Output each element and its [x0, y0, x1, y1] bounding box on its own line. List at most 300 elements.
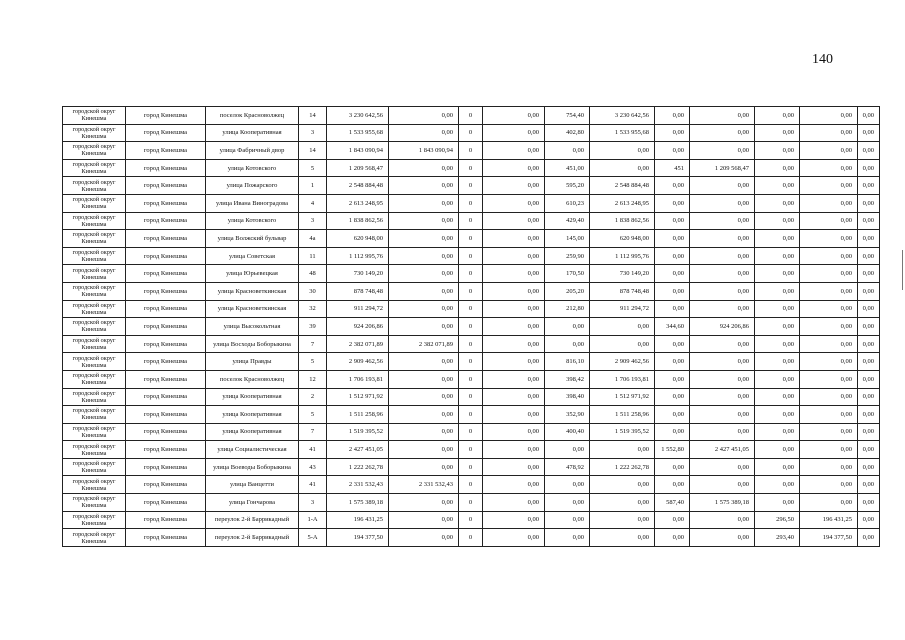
- cell-house-number: 41: [299, 441, 327, 459]
- cell-house-number: 1-А: [299, 511, 327, 529]
- cell-cost-col-11: 0,00: [858, 230, 880, 248]
- cell-area-col: 145,00: [545, 230, 590, 248]
- cell-cost-col-2: 0,00: [389, 124, 459, 142]
- cell-cost-col-8: 1 575 389,18: [690, 494, 755, 512]
- cell-area-col: 402,80: [545, 124, 590, 142]
- cell-total-cost: 620 948,00: [327, 230, 389, 248]
- cell-total-cost: 1 533 955,68: [327, 124, 389, 142]
- cell-total-cost: 1 222 262,78: [327, 458, 389, 476]
- cell-house-number: 4а: [299, 230, 327, 248]
- cell-cost-col-2: 0,00: [389, 230, 459, 248]
- cell-total-cost: 730 149,20: [327, 265, 389, 283]
- cell-cost-col-6: 3 230 642,56: [590, 107, 655, 125]
- cell-cost-col-6: 1 511 258,96: [590, 406, 655, 424]
- cell-count-col: 0: [459, 107, 483, 125]
- cell-total-cost: 1 512 971,92: [327, 388, 389, 406]
- cell-house-number: 32: [299, 300, 327, 318]
- cell-city: город Кинешма: [126, 107, 206, 125]
- cell-cost-col-8: 0,00: [690, 107, 755, 125]
- cell-area-col-3: 0,00: [755, 265, 800, 283]
- cell-count-col: 0: [459, 353, 483, 371]
- cell-cost-col-6: 730 149,20: [590, 265, 655, 283]
- table-row: [63, 529, 880, 547]
- cell-count-col: 0: [459, 142, 483, 160]
- cell-cost-col-6: 0,00: [590, 159, 655, 177]
- cell-count-col: 0: [459, 230, 483, 248]
- cell-area-col-3: 0,00: [755, 212, 800, 230]
- table-row: [63, 441, 880, 459]
- cell-area-col: 398,40: [545, 388, 590, 406]
- cell-city: город Кинешма: [126, 212, 206, 230]
- cell-cost-col-8: 924 206,86: [690, 318, 755, 336]
- cell-cost-col-8: 0,00: [690, 458, 755, 476]
- cell-cost-col-4: 0,00: [483, 107, 545, 125]
- cell-municipality: городской округ Кинешма: [63, 494, 126, 512]
- cell-cost-col-10: 0,00: [800, 142, 858, 160]
- page-number: 140: [812, 52, 833, 67]
- cell-area-col-3: 0,00: [755, 107, 800, 125]
- cell-area-col-3: 0,00: [755, 335, 800, 353]
- cell-city: город Кинешма: [126, 247, 206, 265]
- cell-city: город Кинешма: [126, 300, 206, 318]
- cell-area-col: 352,90: [545, 406, 590, 424]
- cell-cost-col-11: 0,00: [858, 370, 880, 388]
- cell-total-cost: 2 909 462,56: [327, 353, 389, 371]
- cell-street: поселок Красноволжец: [206, 107, 299, 125]
- margin-mark: [896, 250, 903, 290]
- cell-cost-col-4: 0,00: [483, 476, 545, 494]
- cell-area-col-2: 0,00: [655, 265, 690, 283]
- cell-city: город Кинешма: [126, 494, 206, 512]
- table-row: [63, 159, 880, 177]
- cell-cost-col-10: 0,00: [800, 282, 858, 300]
- cell-cost-col-11: 0,00: [858, 212, 880, 230]
- cell-area-col-3: 0,00: [755, 247, 800, 265]
- cell-cost-col-2: 0,00: [389, 353, 459, 371]
- cell-count-col: 0: [459, 212, 483, 230]
- cell-city: город Кинешма: [126, 441, 206, 459]
- cell-cost-col-2: 0,00: [389, 494, 459, 512]
- cell-cost-col-6: 1 519 395,52: [590, 423, 655, 441]
- cell-cost-col-6: 1 838 862,56: [590, 212, 655, 230]
- cell-total-cost: 1 209 568,47: [327, 159, 389, 177]
- table-row: [63, 318, 880, 336]
- cell-area-col-2: 0,00: [655, 370, 690, 388]
- cell-cost-col-2: 0,00: [389, 265, 459, 283]
- table-row: [63, 370, 880, 388]
- cell-street: улица Социалистическая: [206, 441, 299, 459]
- cell-municipality: городской округ Кинешма: [63, 458, 126, 476]
- cell-cost-col-6: 0,00: [590, 142, 655, 160]
- cell-cost-col-8: 0,00: [690, 476, 755, 494]
- cell-cost-col-8: 0,00: [690, 423, 755, 441]
- cell-cost-col-4: 0,00: [483, 142, 545, 160]
- cell-area-col: 478,92: [545, 458, 590, 476]
- cell-cost-col-6: 1 512 971,92: [590, 388, 655, 406]
- cell-total-cost: 1 575 389,18: [327, 494, 389, 512]
- cell-city: город Кинешма: [126, 388, 206, 406]
- cell-cost-col-10: 0,00: [800, 124, 858, 142]
- cell-area-col-2: 0,00: [655, 177, 690, 195]
- cell-house-number: 2: [299, 388, 327, 406]
- cell-house-number: 14: [299, 142, 327, 160]
- cell-cost-col-10: 0,00: [800, 441, 858, 459]
- cell-municipality: городской округ Кинешма: [63, 529, 126, 547]
- cell-cost-col-4: 0,00: [483, 247, 545, 265]
- cell-cost-col-6: 911 294,72: [590, 300, 655, 318]
- cell-area-col-3: 0,00: [755, 159, 800, 177]
- cell-cost-col-11: 0,00: [858, 107, 880, 125]
- cell-street: улица Котовского: [206, 159, 299, 177]
- cell-municipality: городской округ Кинешма: [63, 124, 126, 142]
- cell-cost-col-11: 0,00: [858, 247, 880, 265]
- cell-city: город Кинешма: [126, 159, 206, 177]
- table-row: [63, 494, 880, 512]
- table-row: [63, 124, 880, 142]
- cell-area-col-2: 0,00: [655, 124, 690, 142]
- cell-cost-col-4: 0,00: [483, 177, 545, 195]
- cell-cost-col-8: 0,00: [690, 529, 755, 547]
- cell-street: улица Котовского: [206, 212, 299, 230]
- cell-cost-col-8: 1 209 568,47: [690, 159, 755, 177]
- cell-cost-col-10: 194 377,50: [800, 529, 858, 547]
- cell-total-cost: 2 613 248,95: [327, 194, 389, 212]
- table-row: [63, 388, 880, 406]
- cell-cost-col-8: 0,00: [690, 194, 755, 212]
- cell-count-col: 0: [459, 406, 483, 424]
- cell-cost-col-4: 0,00: [483, 529, 545, 547]
- cell-area-col: 398,42: [545, 370, 590, 388]
- cell-cost-col-6: 878 748,48: [590, 282, 655, 300]
- cell-cost-col-4: 0,00: [483, 159, 545, 177]
- cell-cost-col-10: 0,00: [800, 300, 858, 318]
- cell-street: переулок 2-й Баррикадный: [206, 511, 299, 529]
- cell-area-col: 259,90: [545, 247, 590, 265]
- table-row: [63, 406, 880, 424]
- cell-area-col-3: 0,00: [755, 388, 800, 406]
- table-row: [63, 247, 880, 265]
- cell-city: город Кинешма: [126, 318, 206, 336]
- cell-area-col: 170,50: [545, 265, 590, 283]
- cell-cost-col-6: 2 909 462,56: [590, 353, 655, 371]
- cell-area-col-3: 0,00: [755, 318, 800, 336]
- cell-count-col: 0: [459, 529, 483, 547]
- cell-cost-col-8: 2 427 451,05: [690, 441, 755, 459]
- cell-cost-col-4: 0,00: [483, 335, 545, 353]
- cell-cost-col-2: 0,00: [389, 511, 459, 529]
- cell-cost-col-4: 0,00: [483, 318, 545, 336]
- cell-house-number: 3: [299, 212, 327, 230]
- cell-cost-col-8: 0,00: [690, 265, 755, 283]
- cell-cost-col-8: 0,00: [690, 511, 755, 529]
- cell-cost-col-6: 0,00: [590, 529, 655, 547]
- table-row: [63, 282, 880, 300]
- cell-city: город Кинешма: [126, 194, 206, 212]
- cell-cost-col-6: 1 706 193,81: [590, 370, 655, 388]
- cell-area-col: 212,80: [545, 300, 590, 318]
- cell-cost-col-4: 0,00: [483, 423, 545, 441]
- cell-cost-col-8: 0,00: [690, 353, 755, 371]
- cell-area-col-2: 0,00: [655, 529, 690, 547]
- cell-municipality: городской округ Кинешма: [63, 441, 126, 459]
- cell-cost-col-11: 0,00: [858, 142, 880, 160]
- cell-area-col-2: 0,00: [655, 282, 690, 300]
- cell-count-col: 0: [459, 441, 483, 459]
- table-row: [63, 194, 880, 212]
- cell-cost-col-10: 0,00: [800, 353, 858, 371]
- cell-cost-col-6: 2 613 248,95: [590, 194, 655, 212]
- cell-total-cost: 1 511 258,96: [327, 406, 389, 424]
- cell-cost-col-11: 0,00: [858, 476, 880, 494]
- cell-area-col-3: 0,00: [755, 458, 800, 476]
- cell-count-col: 0: [459, 335, 483, 353]
- cell-area-col-3: 0,00: [755, 476, 800, 494]
- cell-cost-col-10: 0,00: [800, 107, 858, 125]
- cell-cost-col-4: 0,00: [483, 406, 545, 424]
- cell-cost-col-8: 0,00: [690, 282, 755, 300]
- cell-cost-col-11: 0,00: [858, 124, 880, 142]
- cell-area-col-2: 0,00: [655, 353, 690, 371]
- cell-municipality: городской округ Кинешма: [63, 406, 126, 424]
- cell-area-col-2: 587,40: [655, 494, 690, 512]
- cell-cost-col-10: 0,00: [800, 247, 858, 265]
- cell-total-cost: 2 382 071,89: [327, 335, 389, 353]
- table-row: [63, 476, 880, 494]
- cell-total-cost: 1 838 862,56: [327, 212, 389, 230]
- cell-city: город Кинешма: [126, 124, 206, 142]
- cell-cost-col-11: 0,00: [858, 511, 880, 529]
- cell-total-cost: 194 377,50: [327, 529, 389, 547]
- cell-municipality: городской округ Кинешма: [63, 230, 126, 248]
- cell-house-number: 14: [299, 107, 327, 125]
- cell-house-number: 39: [299, 318, 327, 336]
- cell-area-col-2: 0,00: [655, 230, 690, 248]
- cell-cost-col-11: 0,00: [858, 159, 880, 177]
- cell-area-col-3: 0,00: [755, 300, 800, 318]
- cell-cost-col-11: 0,00: [858, 494, 880, 512]
- cell-area-col: 0,00: [545, 441, 590, 459]
- cell-street: улица Волжский бульвар: [206, 230, 299, 248]
- cell-cost-col-2: 0,00: [389, 318, 459, 336]
- cell-total-cost: 1 519 395,52: [327, 423, 389, 441]
- cell-count-col: 0: [459, 318, 483, 336]
- cell-municipality: городской округ Кинешма: [63, 194, 126, 212]
- cell-cost-col-8: 0,00: [690, 406, 755, 424]
- cell-total-cost: 911 294,72: [327, 300, 389, 318]
- cell-area-col-3: 0,00: [755, 282, 800, 300]
- cell-street: улица Пожарского: [206, 177, 299, 195]
- cell-cost-col-10: 0,00: [800, 423, 858, 441]
- cell-total-cost: 924 206,86: [327, 318, 389, 336]
- cell-area-col-2: 0,00: [655, 388, 690, 406]
- table-row: [63, 212, 880, 230]
- cell-area-col-3: 0,00: [755, 230, 800, 248]
- cell-count-col: 0: [459, 177, 483, 195]
- cell-city: город Кинешма: [126, 177, 206, 195]
- cell-city: город Кинешма: [126, 230, 206, 248]
- cell-street: улица Ванцетти: [206, 476, 299, 494]
- cell-cost-col-6: 0,00: [590, 335, 655, 353]
- cell-area-col: 0,00: [545, 511, 590, 529]
- cell-area-col: 451,00: [545, 159, 590, 177]
- cell-cost-col-4: 0,00: [483, 441, 545, 459]
- cell-area-col-2: 0,00: [655, 142, 690, 160]
- cell-house-number: 5: [299, 406, 327, 424]
- cell-count-col: 0: [459, 300, 483, 318]
- cell-house-number: 4: [299, 194, 327, 212]
- cell-area-col-3: 0,00: [755, 177, 800, 195]
- cell-city: город Кинешма: [126, 282, 206, 300]
- cell-total-cost: 1 112 995,76: [327, 247, 389, 265]
- cell-area-col-2: 0,00: [655, 511, 690, 529]
- cell-cost-col-4: 0,00: [483, 511, 545, 529]
- cell-cost-col-11: 0,00: [858, 423, 880, 441]
- cell-cost-col-10: 0,00: [800, 318, 858, 336]
- cell-cost-col-2: 1 843 090,94: [389, 142, 459, 160]
- cell-municipality: городской округ Кинешма: [63, 318, 126, 336]
- cell-cost-col-10: 0,00: [800, 159, 858, 177]
- table-body: [63, 107, 880, 547]
- cell-house-number: 3: [299, 124, 327, 142]
- cell-cost-col-4: 0,00: [483, 370, 545, 388]
- cell-cost-col-8: 0,00: [690, 212, 755, 230]
- cell-house-number: 5: [299, 159, 327, 177]
- cell-total-cost: 2 427 451,05: [327, 441, 389, 459]
- cell-cost-col-2: 0,00: [389, 212, 459, 230]
- cell-cost-col-2: 2 331 532,43: [389, 476, 459, 494]
- cell-cost-col-10: 196 431,25: [800, 511, 858, 529]
- cell-cost-col-10: 0,00: [800, 177, 858, 195]
- cell-house-number: 5-А: [299, 529, 327, 547]
- cell-count-col: 0: [459, 476, 483, 494]
- cell-cost-col-6: 2 548 884,48: [590, 177, 655, 195]
- cell-cost-col-8: 0,00: [690, 370, 755, 388]
- cell-area-col-2: 0,00: [655, 107, 690, 125]
- cell-city: город Кинешма: [126, 511, 206, 529]
- cell-total-cost: 3 230 642,56: [327, 107, 389, 125]
- cell-cost-col-2: 0,00: [389, 247, 459, 265]
- cell-cost-col-11: 0,00: [858, 529, 880, 547]
- cell-house-number: 41: [299, 476, 327, 494]
- cell-cost-col-11: 0,00: [858, 353, 880, 371]
- cell-area-col: 0,00: [545, 476, 590, 494]
- cell-area-col: 0,00: [545, 494, 590, 512]
- cell-cost-col-6: 0,00: [590, 476, 655, 494]
- cell-city: город Кинешма: [126, 335, 206, 353]
- cell-cost-col-4: 0,00: [483, 388, 545, 406]
- cell-cost-col-2: 0,00: [389, 441, 459, 459]
- cell-cost-col-4: 0,00: [483, 265, 545, 283]
- cell-city: город Кинешма: [126, 529, 206, 547]
- table-row: [63, 511, 880, 529]
- cell-cost-col-2: 0,00: [389, 300, 459, 318]
- table-row: [63, 335, 880, 353]
- cell-cost-col-6: 0,00: [590, 494, 655, 512]
- cell-area-col-3: 0,00: [755, 406, 800, 424]
- cell-house-number: 7: [299, 423, 327, 441]
- cell-street: улица Кооперативная: [206, 124, 299, 142]
- cell-municipality: городской округ Кинешма: [63, 247, 126, 265]
- cell-total-cost: 878 748,48: [327, 282, 389, 300]
- cell-area-col-3: 0,00: [755, 494, 800, 512]
- cell-municipality: городской округ Кинешма: [63, 335, 126, 353]
- cell-area-col-2: 451: [655, 159, 690, 177]
- cell-street: улица Красноветкинская: [206, 300, 299, 318]
- cell-area-col-2: 0,00: [655, 212, 690, 230]
- table-row: [63, 177, 880, 195]
- cell-cost-col-8: 0,00: [690, 142, 755, 160]
- cell-house-number: 7: [299, 335, 327, 353]
- cell-cost-col-2: 0,00: [389, 370, 459, 388]
- cell-count-col: 0: [459, 494, 483, 512]
- cell-area-col-3: 0,00: [755, 142, 800, 160]
- cell-street: улица Кооперативная: [206, 423, 299, 441]
- table-row: [63, 265, 880, 283]
- cell-municipality: городской округ Кинешма: [63, 388, 126, 406]
- cell-cost-col-8: 0,00: [690, 247, 755, 265]
- cell-cost-col-11: 0,00: [858, 282, 880, 300]
- table-row: [63, 458, 880, 476]
- cell-city: город Кинешма: [126, 142, 206, 160]
- cell-area-col-2: 1 552,80: [655, 441, 690, 459]
- cell-area-col-2: 0,00: [655, 423, 690, 441]
- cell-cost-col-4: 0,00: [483, 458, 545, 476]
- cell-city: город Кинешма: [126, 406, 206, 424]
- cell-cost-col-8: 0,00: [690, 300, 755, 318]
- cell-cost-col-2: 2 382 071,89: [389, 335, 459, 353]
- cell-cost-col-6: 0,00: [590, 318, 655, 336]
- cell-total-cost: 1 843 090,94: [327, 142, 389, 160]
- cell-cost-col-2: 0,00: [389, 107, 459, 125]
- cell-count-col: 0: [459, 458, 483, 476]
- cell-cost-col-8: 0,00: [690, 230, 755, 248]
- cell-municipality: городской округ Кинешма: [63, 300, 126, 318]
- cell-cost-col-10: 0,00: [800, 335, 858, 353]
- cell-street: улица Правды: [206, 353, 299, 371]
- cell-street: улица Фабричный двор: [206, 142, 299, 160]
- cell-municipality: городской округ Кинешма: [63, 142, 126, 160]
- cell-municipality: городской округ Кинешма: [63, 353, 126, 371]
- cell-count-col: 0: [459, 370, 483, 388]
- cell-area-col: 429,40: [545, 212, 590, 230]
- cell-count-col: 0: [459, 423, 483, 441]
- cell-municipality: городской округ Кинешма: [63, 370, 126, 388]
- cell-total-cost: 2 548 884,48: [327, 177, 389, 195]
- cell-municipality: городской округ Кинешма: [63, 177, 126, 195]
- cell-count-col: 0: [459, 265, 483, 283]
- cell-cost-col-4: 0,00: [483, 353, 545, 371]
- cell-cost-col-8: 0,00: [690, 177, 755, 195]
- cell-area-col: 816,10: [545, 353, 590, 371]
- cell-street: переулок 2-й Баррикадный: [206, 529, 299, 547]
- cell-municipality: городской округ Кинешма: [63, 107, 126, 125]
- cell-count-col: 0: [459, 124, 483, 142]
- cell-area-col-3: 0,00: [755, 124, 800, 142]
- cell-cost-col-4: 0,00: [483, 230, 545, 248]
- cell-street: улица Высокольтная: [206, 318, 299, 336]
- cell-area-col-3: 296,50: [755, 511, 800, 529]
- cell-street: поселок Красноволжец: [206, 370, 299, 388]
- cell-cost-col-2: 0,00: [389, 177, 459, 195]
- cell-cost-col-10: 0,00: [800, 212, 858, 230]
- cell-cost-col-11: 0,00: [858, 335, 880, 353]
- cell-cost-col-6: 0,00: [590, 511, 655, 529]
- cell-count-col: 0: [459, 159, 483, 177]
- cell-city: город Кинешма: [126, 458, 206, 476]
- cell-municipality: городской округ Кинешма: [63, 212, 126, 230]
- cell-house-number: 48: [299, 265, 327, 283]
- cell-cost-col-10: 0,00: [800, 370, 858, 388]
